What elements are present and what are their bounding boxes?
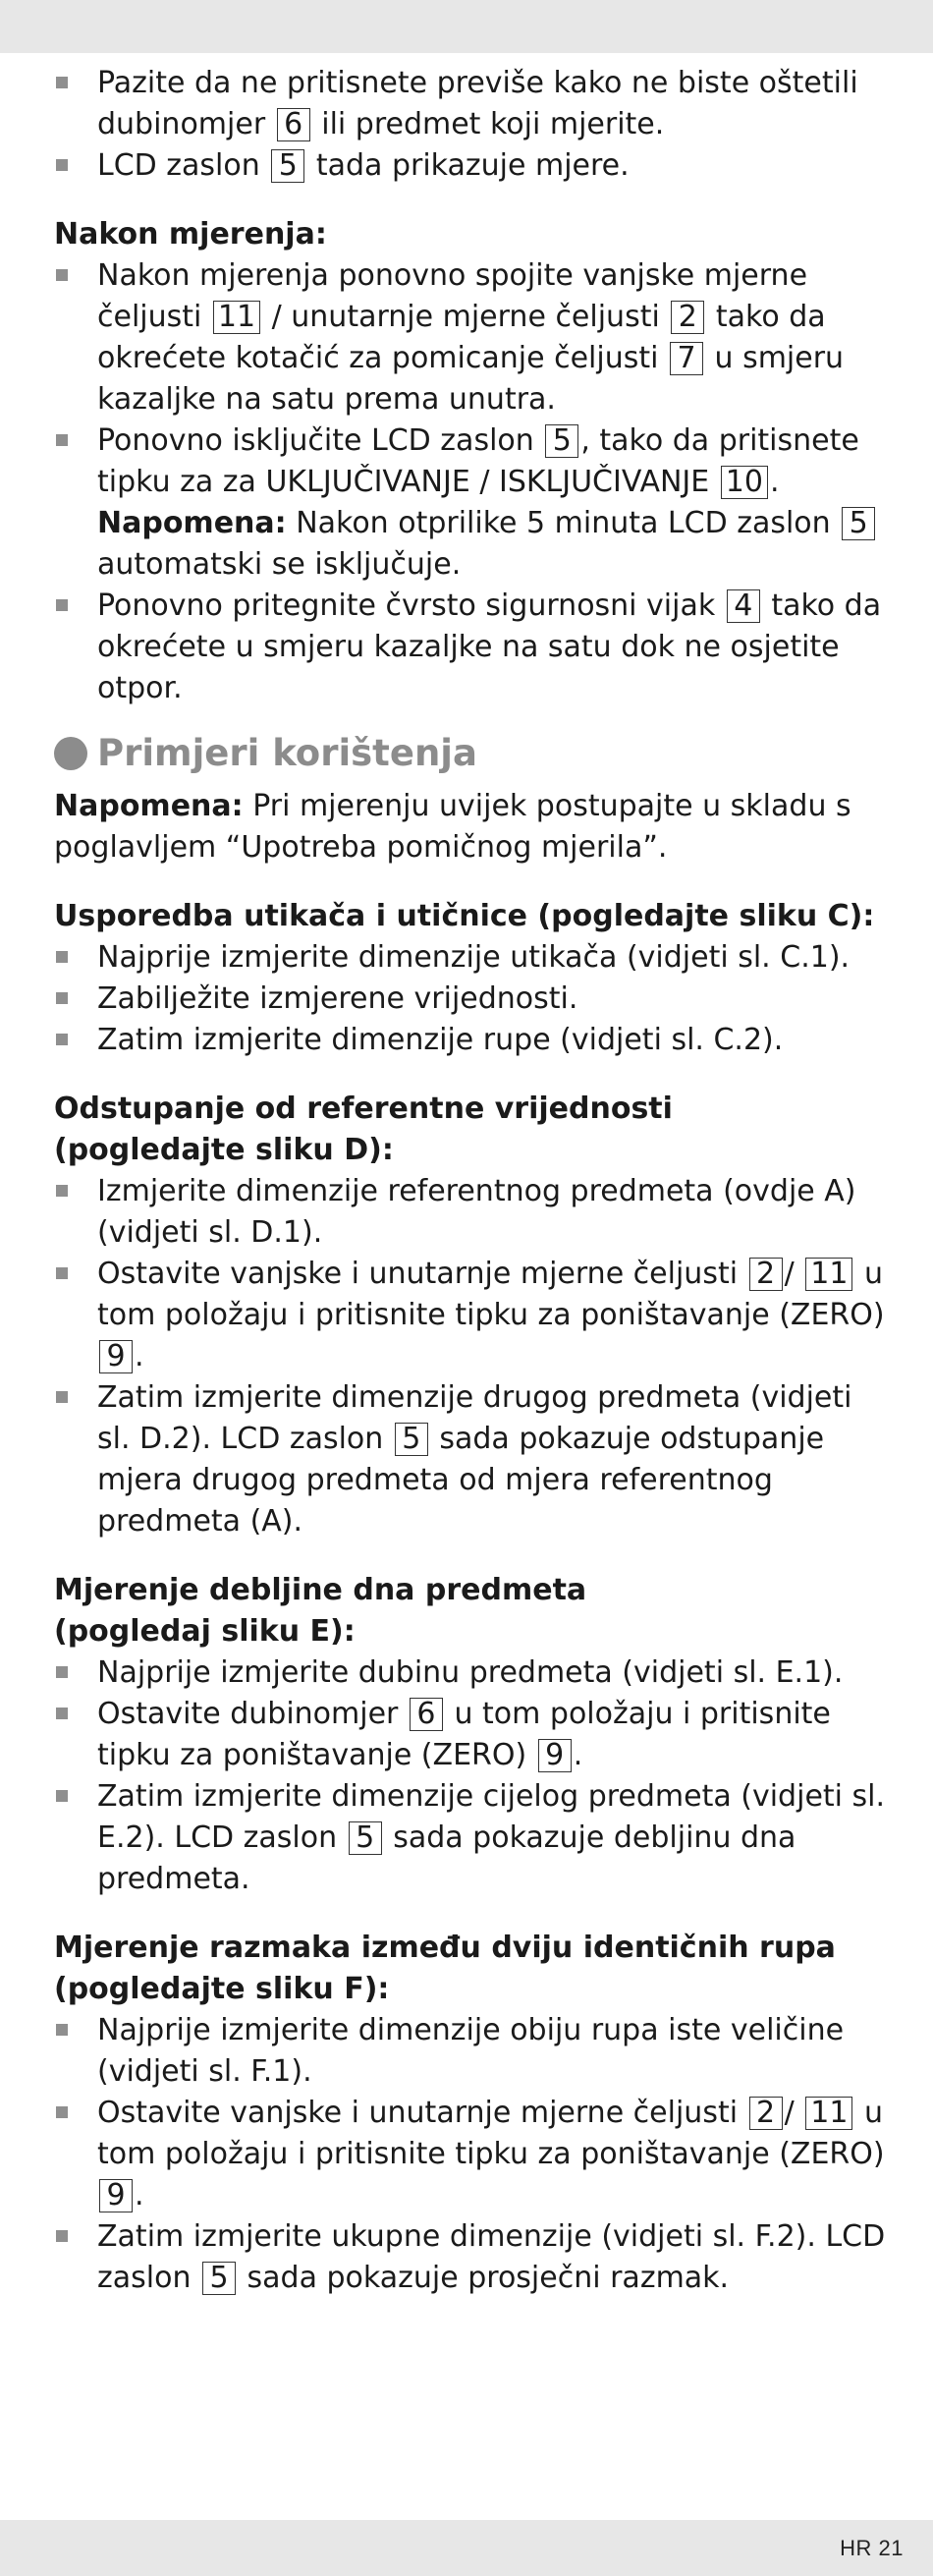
part-number-box: 4: [727, 589, 760, 623]
text-segment: Ostavite dubinomjer: [97, 1697, 408, 1731]
heading-line: (pogledajte sliku F):: [54, 1972, 390, 2006]
text-segment: Zatim izmjerite dimenzije drugog predmeta (vidjeti sl. D.2). LCD zaslon: [97, 1380, 852, 1456]
bullet-dot-icon: [54, 737, 87, 770]
list-item: [54, 2216, 889, 2299]
bottom-thickness-list: [54, 1652, 889, 1900]
deviation-list: [54, 1171, 889, 1542]
heading-line: (pogledaj sliku E):: [54, 1614, 356, 1649]
list-item: [54, 1254, 889, 1377]
heading-line: Mjerenje razmaka između dviju identičnih rupa: [54, 1931, 836, 1965]
plug-list: [54, 937, 889, 1061]
text-segment: sada pokazuje prosječni razmak.: [238, 2261, 730, 2295]
list-item: [54, 1694, 889, 1776]
list-item-text: [97, 423, 859, 499]
list-item: [54, 2093, 889, 2216]
part-number-box: 5: [202, 2262, 236, 2295]
section-heading-after-measuring: Nakon mjerenja:: [54, 217, 327, 252]
text-segment: Zatim izmjerite ukupne dimenzije (vidjeti sl. F.2). LCD zaslon: [97, 2219, 886, 2295]
list-item: Zabilježite izmjerene vrijednosti.: [54, 979, 889, 1020]
heading-line: Mjerenje debljine dna predmeta: [54, 1573, 587, 1607]
part-number-box: 6: [277, 108, 310, 141]
text-segment: Zatim izmjerite dimenzije cijelog predmeta (vidjeti sl. E.2). LCD zaslon: [97, 1779, 886, 1855]
section-title-examples: [54, 727, 889, 780]
footer-bar: [0, 2520, 933, 2576]
part-number-box: 5: [842, 507, 875, 540]
part-number-box: 9: [99, 2179, 133, 2212]
note-label: Napomena:: [97, 506, 287, 540]
section-heading-hole-distance: [54, 1928, 889, 2010]
text-segment: u tom položaju i pritisnite tipku za poništavanje (ZERO): [97, 1257, 885, 1332]
text-segment: .: [135, 2178, 144, 2212]
text-segment: Nakon otprilike 5 minuta LCD zaslon: [286, 506, 841, 540]
part-number-box: 9: [99, 1340, 133, 1373]
list-item: [54, 1776, 889, 1900]
text-segment: u tom položaju i pritisnite tipku za poništavanje (ZERO): [97, 1697, 831, 1772]
part-number-box: 5: [545, 424, 578, 458]
text-segment: ili predmet koji mjerite.: [311, 107, 665, 141]
text-segment: Najprije izmjerite dubinu predmeta (vidjeti sl. E.1).: [97, 1655, 844, 1690]
part-number-box: 11: [805, 1258, 852, 1291]
note-text: Pri mjerenju uvijek postupajte u skladu s poglavljem “Upotreba pomičnog mjerila”.: [54, 789, 851, 865]
list-item: Zatim izmjerite dimenzije rupe (vidjeti sl. C.2).: [54, 1020, 889, 1061]
text-segment: LCD zaslon: [97, 148, 270, 183]
list-item: [54, 420, 889, 586]
text-segment: , tako da pritisnete tipku za za UKLJUČIVANJE / ISKLJUČIVANJE: [97, 423, 859, 499]
text-segment: Nakon mjerenja ponovno spojite vanjske mjerne čeljusti: [97, 258, 808, 334]
part-number-box: 11: [805, 2097, 852, 2130]
list-item: Najprije izmjerite dimenzije utikača (vidjeti sl. C.1).: [54, 937, 889, 979]
text-segment: tada prikazuje mjere.: [306, 148, 630, 183]
part-number-box: 2: [749, 1258, 783, 1291]
list-item: [54, 1652, 889, 1694]
text-segment: u smjeru kazaljke na satu prema unutra.: [97, 341, 845, 417]
text-segment: Ostavite vanjske i unutarnje mjerne čeljusti: [97, 1257, 747, 1291]
text-segment: sada pokazuje debljinu dna predmeta.: [97, 1820, 796, 1896]
text-segment: tako da okrećete u smjeru kazaljke na satu dok ne osjetite otpor.: [97, 588, 882, 705]
text-segment: tako da okrećete kotačić za pomicanje čeljusti: [97, 300, 826, 375]
text-segment: Ponovno pritegnite čvrsto sigurnosni vijak: [97, 588, 725, 623]
text-segment: Pazite da ne pritisnete previše kako ne biste oštetili dubinomjer: [97, 66, 858, 141]
text-segment: /: [784, 1257, 804, 1291]
text-segment: / unutarnje mjerne čeljusti: [262, 300, 670, 334]
part-number-box: 2: [749, 2097, 783, 2130]
list-item: [54, 145, 889, 187]
section-heading-bottom-thickness: [54, 1570, 889, 1652]
list-item: [54, 1377, 889, 1542]
heading-line: Odstupanje od referentne vrijednosti: [54, 1092, 673, 1126]
text-segment: .: [769, 465, 780, 499]
note-label: Napomena:: [54, 789, 244, 823]
page-number: HR 21: [840, 2536, 904, 2560]
part-number-box: 5: [349, 1821, 382, 1855]
part-number-box: 6: [410, 1698, 443, 1731]
heading-line: (pogledajte sliku D):: [54, 1133, 394, 1167]
section-title-text: Primjeri korištenja: [97, 732, 477, 774]
list-item: [54, 2010, 889, 2093]
text-segment: Izmjerite dimenzije referentnog predmeta (ovdje A) (vidjeti sl. D.1).: [97, 1174, 856, 1250]
list-item: [54, 63, 889, 145]
text-segment: .: [573, 1738, 583, 1772]
page-content: [54, 63, 889, 2299]
text-segment: .: [135, 1339, 144, 1373]
text-segment: Ostavite vanjske i unutarnje mjerne čeljusti: [97, 2096, 747, 2130]
part-number-box: 2: [671, 301, 704, 334]
text-segment: Ponovno isključite LCD zaslon: [97, 423, 544, 458]
part-number-box: 11: [213, 301, 260, 334]
text-segment: sada pokazuje odstupanje mjera drugog predmeta od mjera referentnog predmeta (A).: [97, 1422, 825, 1539]
text-segment: u tom položaju i pritisnite tipku za poništavanje (ZERO): [97, 2096, 885, 2171]
text-segment: /: [784, 2096, 804, 2130]
text-segment: automatski se isključuje.: [97, 547, 462, 582]
list-item: [54, 1171, 889, 1254]
text-segment: Najprije izmjerite dimenzije obiju rupa iste veličine (vidjeti sl. F.1).: [97, 2013, 845, 2089]
hole-distance-list: [54, 2010, 889, 2299]
part-number-box: 10: [721, 466, 768, 499]
section-heading-deviation: [54, 1089, 889, 1171]
list-item: [54, 255, 889, 420]
examples-note: [54, 786, 889, 868]
intro-list: [54, 63, 889, 187]
top-bar: [0, 0, 933, 53]
part-number-box: 5: [271, 149, 304, 183]
section-heading-plug: Usporedba utikača i utičnice (pogledajte sliku C):: [54, 899, 875, 933]
after-measuring-list: [54, 255, 889, 709]
part-number-box: 9: [538, 1739, 572, 1772]
part-number-box: 5: [395, 1423, 428, 1456]
list-item: [54, 586, 889, 709]
part-number-box: 7: [670, 342, 703, 375]
